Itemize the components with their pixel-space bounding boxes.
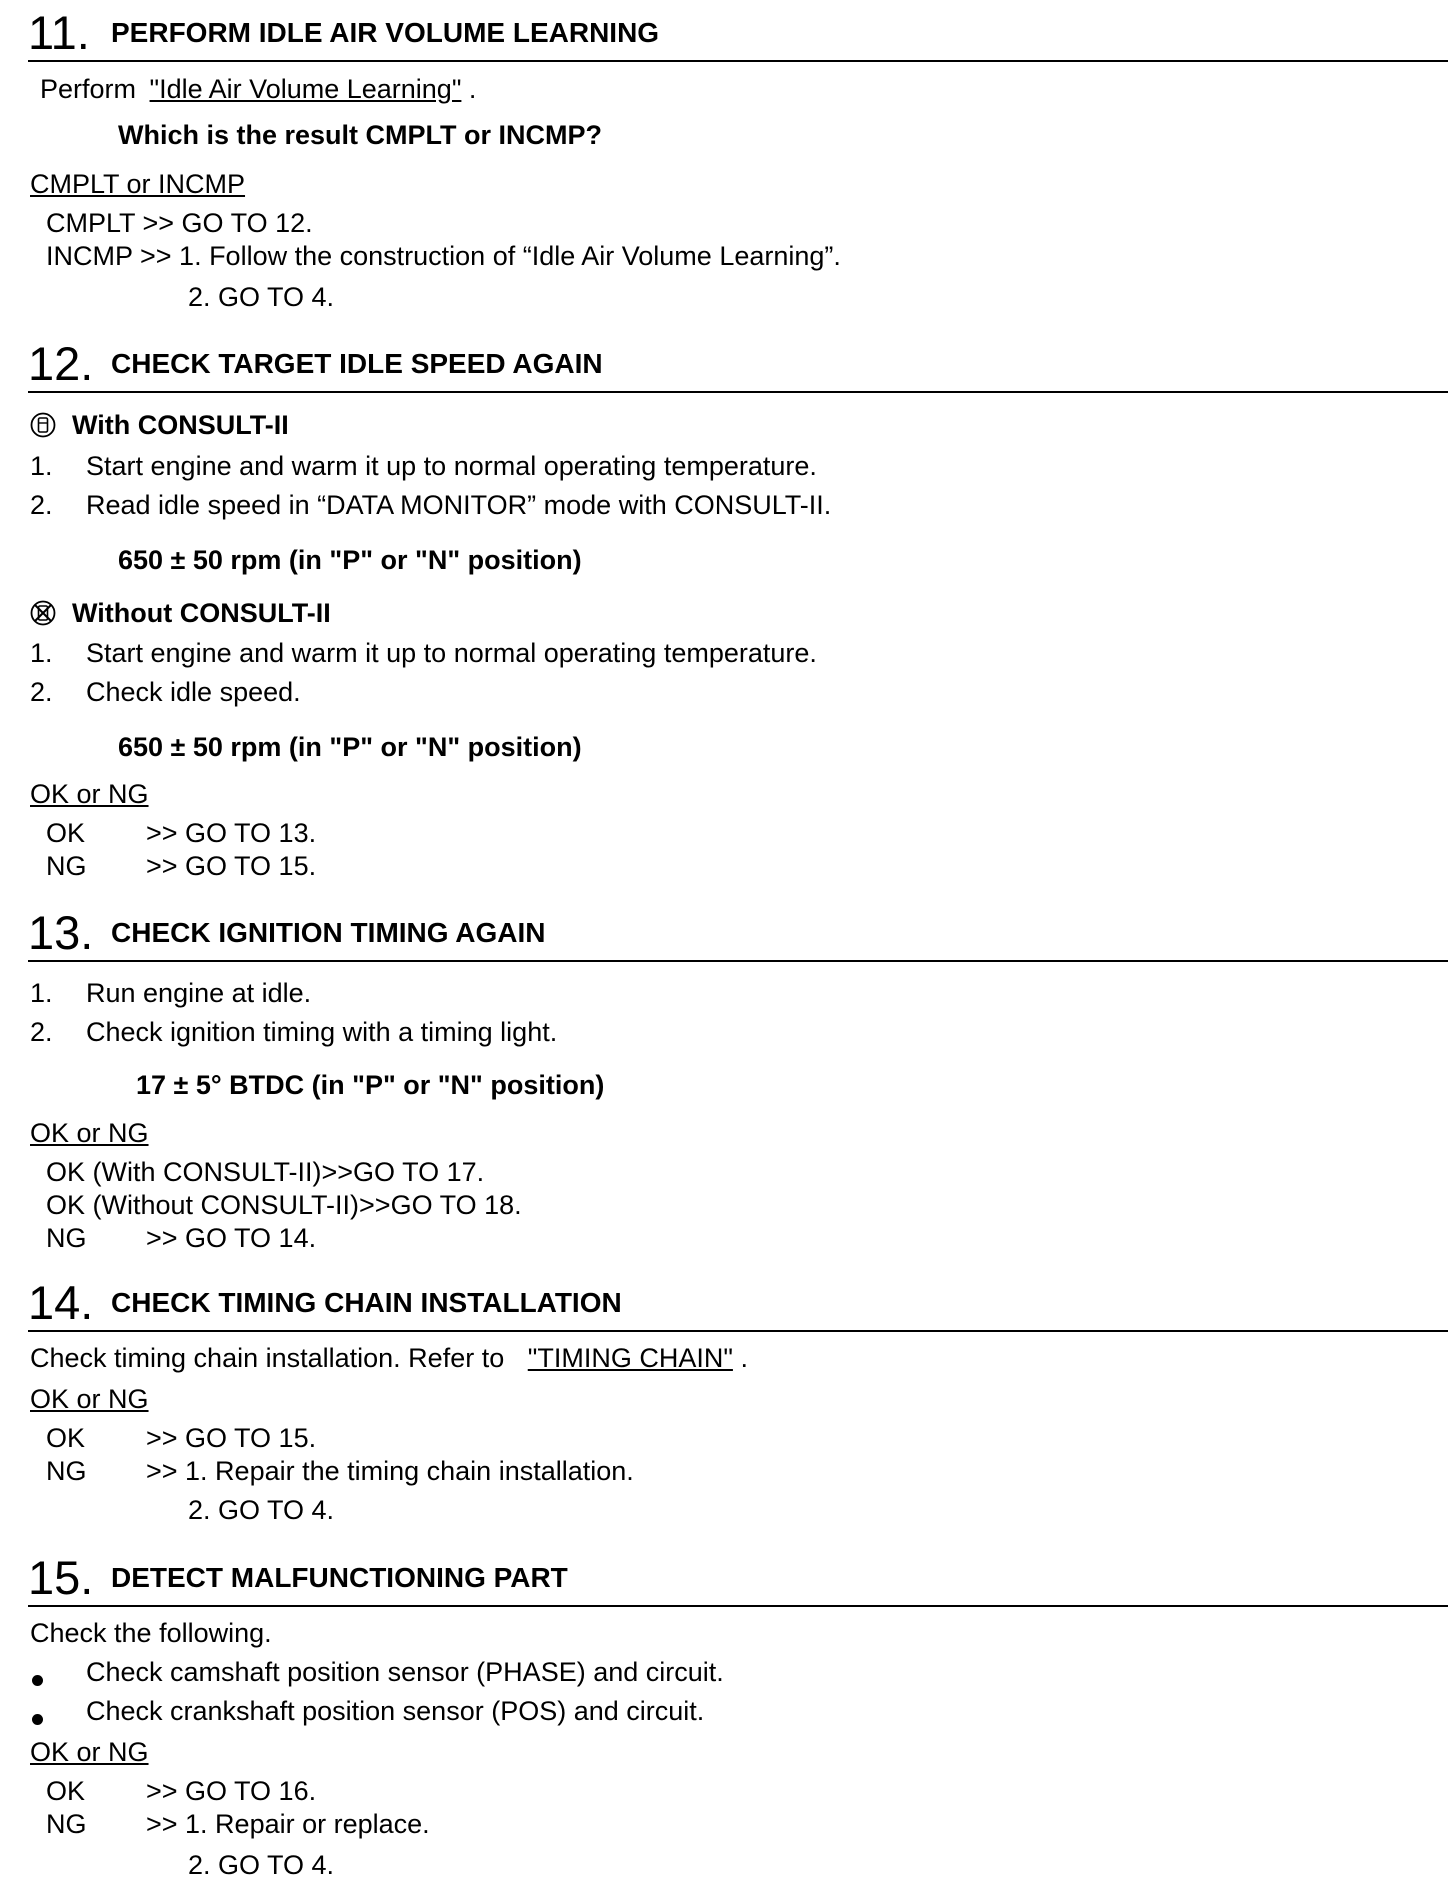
- list-number: 2.: [30, 490, 53, 520]
- list-number: 2.: [30, 1017, 53, 1047]
- timing-chain-line: [30, 1343, 748, 1373]
- step-title: DETECT MALFUNCTIONING PART: [111, 1562, 568, 1593]
- idle-air-volume-learning-link[interactable]: "Idle Air Volume Learning": [149, 74, 462, 104]
- result-key: OK: [46, 818, 86, 848]
- result-ok-without-consult: OK (Without CONSULT-II)>>GO TO 18.: [46, 1190, 522, 1220]
- result-value: >> 1. Repair or replace.: [146, 1809, 430, 1839]
- result-label: OK or NG: [30, 779, 149, 809]
- step-number: 13.: [28, 906, 94, 959]
- result-label: OK or NG: [30, 1118, 149, 1148]
- without-consult-label: Without CONSULT-II: [72, 598, 331, 628]
- result-value: >> GO TO 13.: [146, 818, 317, 848]
- bullet-icon: [32, 1714, 43, 1725]
- step-11-header: [28, 0, 1448, 62]
- list-number: 1.: [30, 451, 53, 481]
- with-consult-label: With CONSULT-II: [72, 410, 289, 440]
- list-item: Check ignition timing with a timing light.: [86, 1017, 558, 1047]
- period: .: [740, 1343, 748, 1373]
- list-number: 1.: [30, 978, 53, 1008]
- list-item: Start engine and warm it up to normal operating temperature.: [86, 638, 817, 668]
- result-value: >> GO TO 14.: [146, 1223, 317, 1253]
- instruction-text: Check timing chain installation. Refer to: [30, 1343, 505, 1373]
- result-value: >> GO TO 15.: [146, 851, 317, 881]
- check-intro: Check the following.: [30, 1618, 272, 1648]
- step-number: 12.: [28, 337, 94, 390]
- consult-tool-icon: [30, 412, 56, 438]
- result-value-step2: 2. GO TO 4.: [188, 1850, 335, 1880]
- list-item: Start engine and warm it up to normal operating temperature.: [86, 451, 817, 481]
- result-key: NG: [46, 1456, 87, 1486]
- result-label: OK or NG: [30, 1737, 149, 1767]
- result-value: >> 1. Repair the timing chain installation.: [146, 1456, 634, 1486]
- list-item: Check idle speed.: [86, 677, 301, 707]
- timing-chain-link[interactable]: "TIMING CHAIN": [527, 1343, 733, 1373]
- step-11-question: Which is the result CMPLT or INCMP?: [118, 120, 603, 150]
- result-key: NG: [46, 1809, 87, 1839]
- result-incmp-step2: 2. GO TO 4.: [188, 282, 335, 312]
- result-key: NG: [46, 851, 87, 881]
- result-key: OK: [46, 1423, 86, 1453]
- step-14-header: [28, 1270, 1448, 1332]
- idle-speed-spec: 650 ± 50 rpm (in "P" or "N" position): [118, 732, 582, 762]
- step-15-header: [28, 1545, 1448, 1607]
- result-label: CMPLT or INCMP: [30, 169, 246, 199]
- result-incmp: INCMP >> 1. Follow the construction of “Idle Air Volume Learning”.: [46, 241, 841, 271]
- perform-line: [40, 74, 476, 104]
- step-number: 15.: [28, 1551, 94, 1604]
- perform-text: Perform: [40, 74, 137, 104]
- step-13-header: [28, 900, 1448, 962]
- result-ok-with-consult: OK (With CONSULT-II)>>GO TO 17.: [46, 1157, 485, 1187]
- result-label: OK or NG: [30, 1384, 149, 1414]
- list-item: Run engine at idle.: [86, 978, 312, 1008]
- list-number: 2.: [30, 677, 53, 707]
- result-key: OK: [46, 1776, 86, 1806]
- bullet-icon: [32, 1675, 43, 1686]
- idle-speed-spec: 650 ± 50 rpm (in "P" or "N" position): [118, 545, 582, 575]
- step-title: CHECK TIMING CHAIN INSTALLATION: [111, 1287, 622, 1318]
- list-number: 1.: [30, 638, 53, 668]
- result-key: NG: [46, 1223, 87, 1253]
- result-cmplt: CMPLT >> GO TO 12.: [46, 208, 313, 238]
- bullet-item: Check crankshaft position sensor (POS) and circuit.: [86, 1696, 705, 1726]
- result-value: >> GO TO 16.: [146, 1776, 317, 1806]
- result-value: >> GO TO 15.: [146, 1423, 317, 1453]
- step-title: PERFORM IDLE AIR VOLUME LEARNING: [111, 17, 660, 48]
- no-consult-tool-icon: [30, 600, 56, 626]
- step-title: CHECK IGNITION TIMING AGAIN: [111, 917, 546, 948]
- step-12-header: [28, 331, 1448, 393]
- step-number: 11.: [28, 6, 90, 59]
- step-title: CHECK TARGET IDLE SPEED AGAIN: [111, 348, 603, 379]
- step-number: 14.: [28, 1276, 94, 1329]
- period: .: [468, 74, 477, 104]
- result-value-step2: 2. GO TO 4.: [188, 1495, 335, 1525]
- bullet-item: Check camshaft position sensor (PHASE) and circuit.: [86, 1657, 724, 1687]
- list-item: Read idle speed in “DATA MONITOR” mode with CONSULT-II.: [86, 490, 832, 520]
- ignition-timing-spec: 17 ± 5° BTDC (in "P" or "N" position): [136, 1070, 605, 1100]
